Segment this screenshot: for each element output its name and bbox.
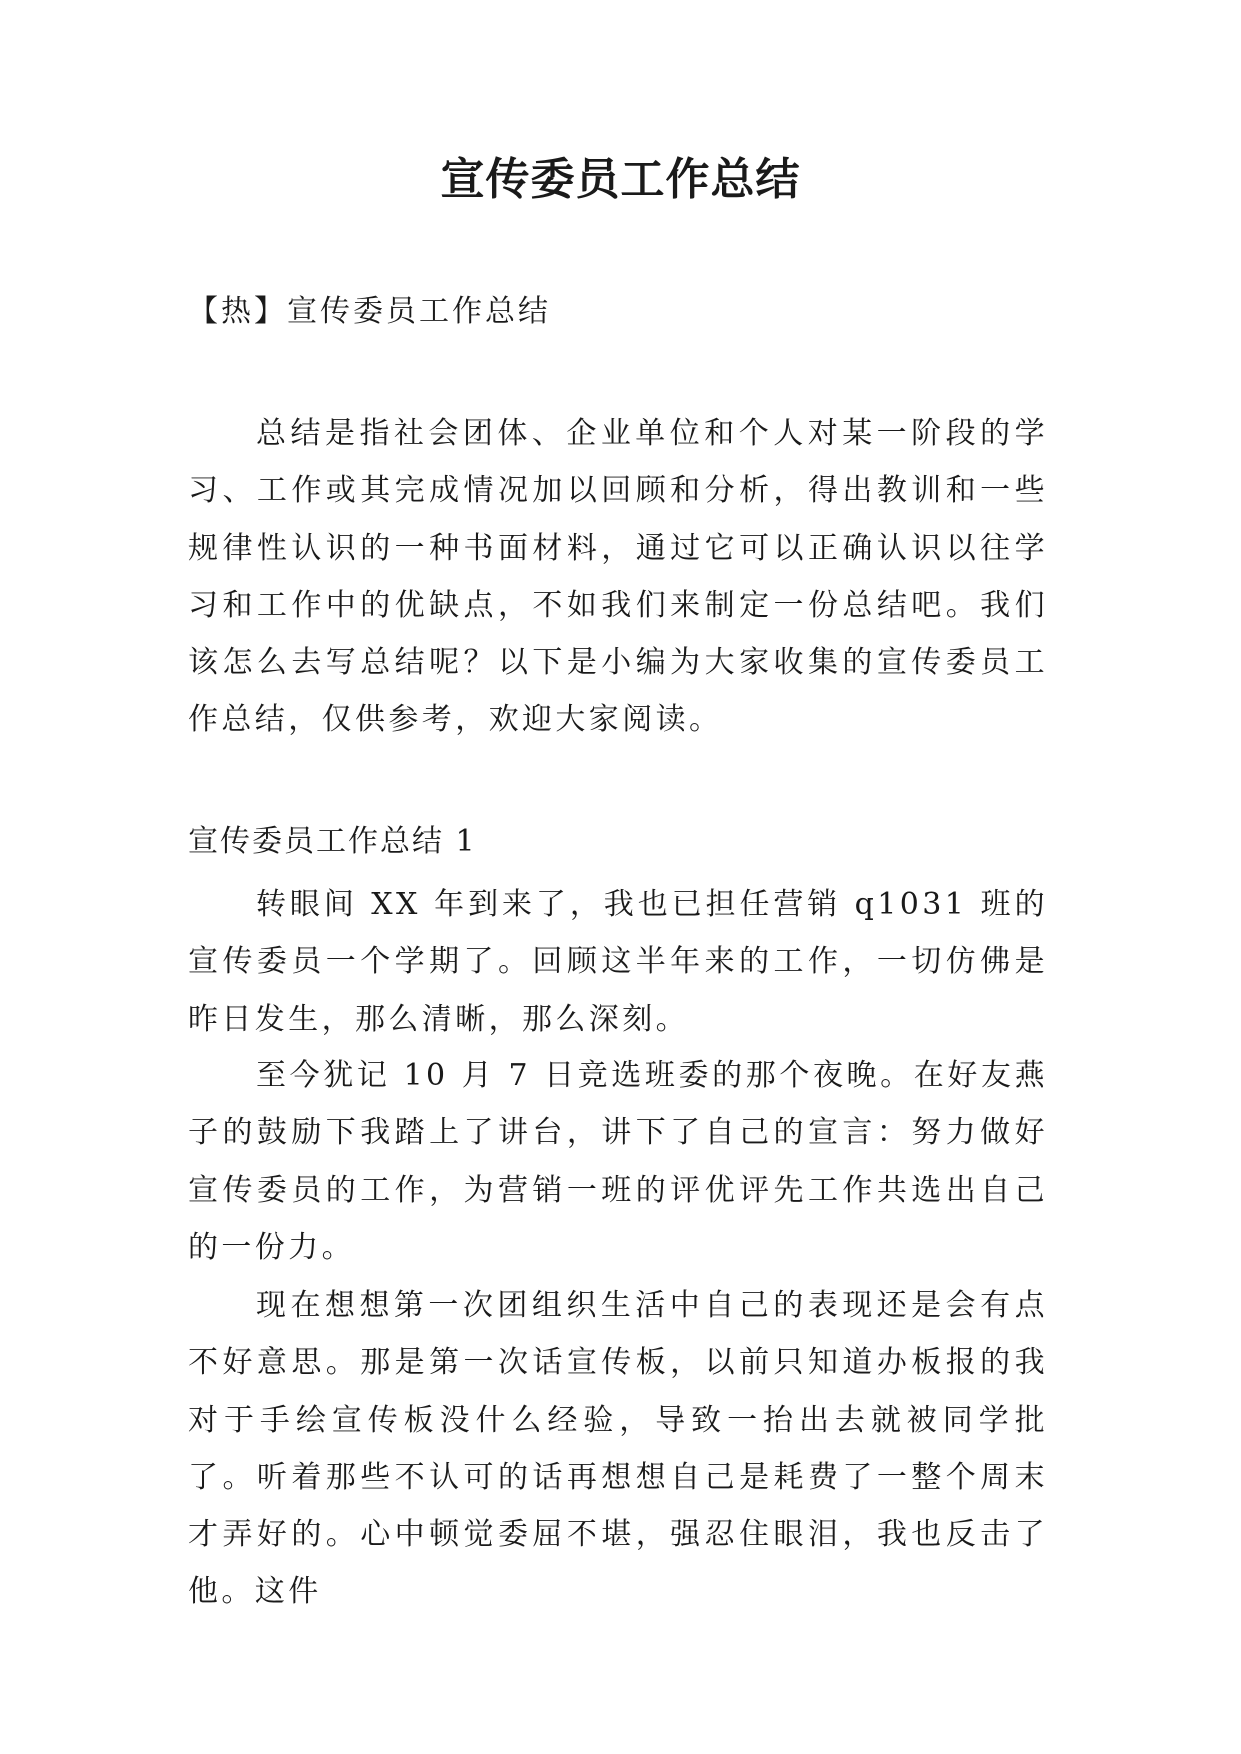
section-heading: 宣传委员工作总结 1	[188, 824, 477, 859]
body-paragraph-3: 现在想想第一次团组织生活中自己的表现还是会有点不好意思。那是第一次话宣传板，以前只知道办板报的我对于手绘宣传板没什么经验，导致一抬出去就被同学批了。听着那些不认可的话再想想自己是耗费了一整个周末才弄好的。心中顿觉委屈不堪，强忍住眼泪，我也反击了他。这件	[188, 1288, 1048, 1610]
body-paragraph-2: 至今犹记 10 月 7 日竞选班委的那个夜晚。在好友燕子的鼓励下我踏上了讲台，讲下了自己的宣言：努力做好宣传委员的工作，为营销一班的评优评先工作共选出自己的一份力。	[188, 1058, 1048, 1265]
document-subtitle: 【热】宣传委员工作总结	[188, 294, 551, 329]
document-title: 宣传委员工作总结	[440, 154, 801, 205]
intro-paragraph: 总结是指社会团体、企业单位和个人对某一阶段的学习、工作或其完成情况加以回顾和分析，得出教训和一些规律性认识的一种书面材料，通过它可以正确认识以往学习和工作中的优缺点，不如我们来制定一份总结吧。我们该怎么去写总结呢？以下是小编为大家收集的宣传委员工作总结，仅供参考，欢迎大家阅读。	[188, 416, 1048, 738]
body-paragraph-1: 转眼间 XX 年到来了，我也已担任营销 q1031 班的宣传委员一个学期了。回顾这半年来的工作，一切仿佛是昨日发生，那么清晰，那么深刻。	[188, 887, 1048, 1037]
